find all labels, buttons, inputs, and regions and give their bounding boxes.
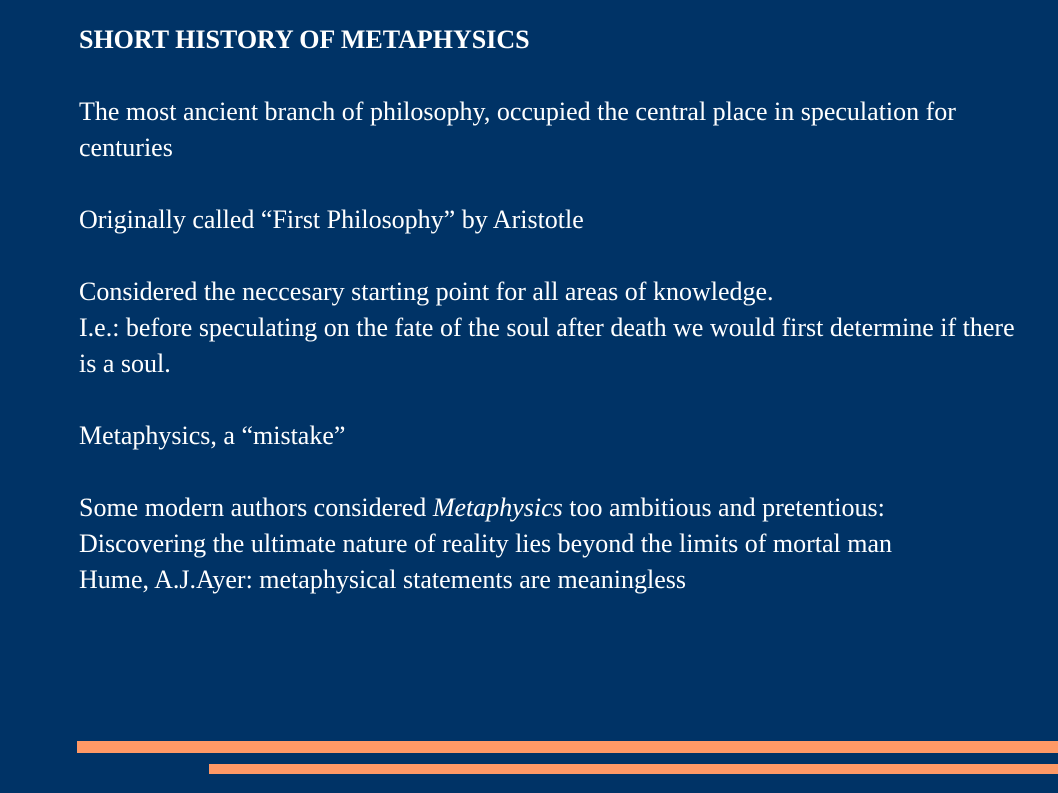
modern-authors-text-end: too ambitious and pretentious: — [562, 493, 885, 522]
metaphysics-italic: Metaphysics — [432, 493, 563, 522]
modern-authors-text-start: Some modern authors considered — [79, 493, 433, 522]
paragraph-first-philosophy: Originally called “First Philosophy” by Aristotle — [79, 205, 584, 234]
spacer — [79, 238, 1019, 274]
paragraph-ancient-branch: The most ancient branch of philosophy, occupied the central place in speculation for centuries — [79, 97, 956, 162]
spacer — [79, 454, 1019, 490]
slide-title: SHORT HISTORY OF METAPHYSICS — [79, 25, 530, 54]
paragraph-modern-authors — [79, 490, 1019, 526]
slide-body — [79, 22, 1019, 598]
spacer — [79, 382, 1019, 418]
paragraph-hume-ayer: Hume, A.J.Ayer: metaphysical statements are meaningless — [79, 565, 687, 594]
paragraph-mistake: Metaphysics, a “mistake” — [79, 421, 346, 450]
accent-bar-bottom — [209, 764, 1058, 774]
accent-bar-top — [77, 741, 1058, 753]
paragraph-soul-example: I.e.: before speculating on the fate of the soul after death we would first determine if there is a soul. — [79, 313, 1015, 378]
paragraph-ultimate-nature: Discovering the ultimate nature of reality lies beyond the limits of mortal man — [79, 529, 893, 558]
spacer — [79, 166, 1019, 202]
paragraph-starting-point: Considered the neccesary starting point for all areas of knowledge. — [79, 277, 774, 306]
